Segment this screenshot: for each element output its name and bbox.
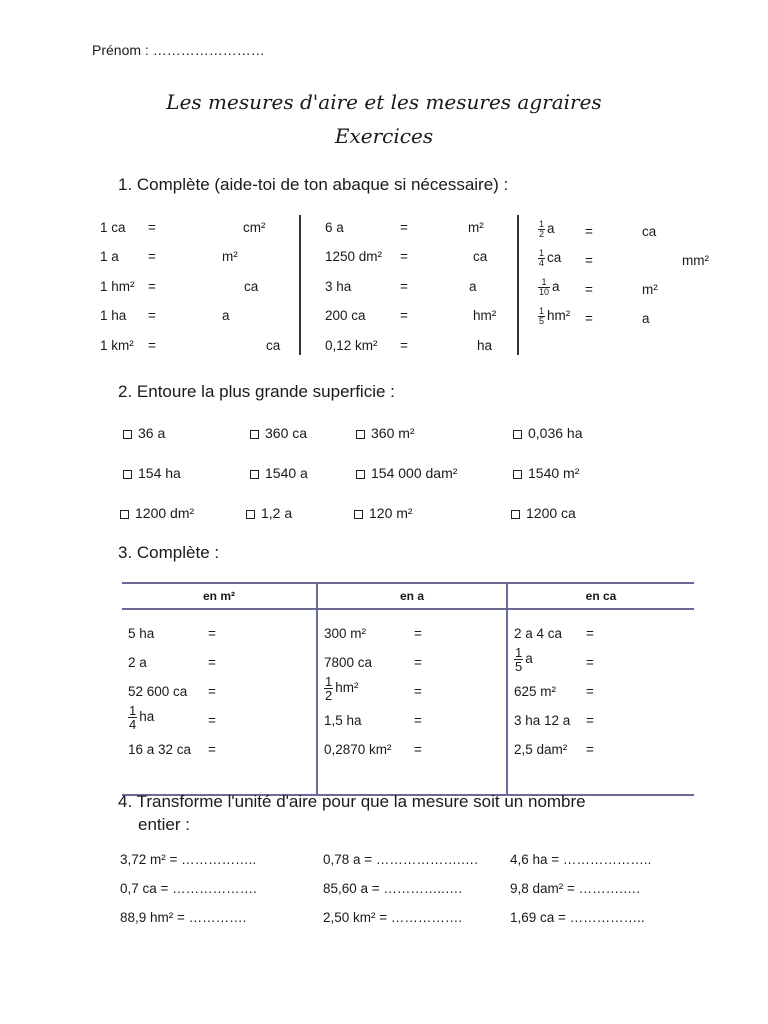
equals-sign: = [586, 655, 594, 670]
option-checkbox[interactable] [250, 425, 307, 441]
table-row [508, 645, 694, 678]
option-label: 120 m² [369, 505, 413, 521]
fraction-numerator: 1 [539, 248, 545, 258]
option-label: 0,036 ha [528, 425, 583, 441]
option-label: 1540 a [265, 465, 308, 481]
option-checkbox[interactable] [120, 505, 194, 521]
equals-sign: = [208, 713, 216, 728]
table-row [122, 678, 316, 707]
option-label: 154 ha [138, 465, 181, 481]
option-checkbox[interactable] [123, 465, 181, 481]
unit-label: ha [139, 709, 155, 725]
expression-left: 0,12 km² [325, 338, 378, 353]
target-unit: m² [642, 282, 658, 297]
answer-item: 0,78 a = ……………….…. [323, 852, 478, 867]
checkbox-icon [354, 510, 363, 519]
equals-sign: = [208, 684, 216, 699]
fraction-denominator: 2 [539, 229, 545, 239]
exercise-3-heading: 3. Complète : [118, 543, 220, 562]
equals-sign: = [208, 655, 216, 670]
equals-sign: = [148, 308, 156, 323]
equals-sign: = [586, 684, 594, 699]
table-header: en m² [122, 583, 317, 609]
fraction [538, 220, 545, 239]
equals-sign: = [586, 713, 594, 728]
equals-sign: = [400, 308, 408, 323]
table-row [318, 736, 506, 765]
option-checkbox[interactable] [123, 425, 165, 441]
answer-item: 3,72 m² = …………….. [120, 852, 257, 867]
fraction-denominator: 4 [129, 717, 137, 732]
unit-label: hm² [335, 680, 359, 696]
row-label: 1,5 ha [324, 713, 362, 728]
option-checkbox[interactable] [513, 465, 579, 481]
row-label: 52 600 ca [128, 684, 188, 699]
row-label: 2 a [128, 655, 147, 670]
expression-left: 1 ha [100, 308, 127, 323]
unit-label: ca [547, 250, 562, 266]
unit-label: a [547, 221, 555, 237]
expression-left: 200 ca [325, 308, 366, 323]
equals-sign: = [586, 626, 594, 641]
answer-item: 85,60 a = …………..…. [323, 881, 463, 896]
option-checkbox[interactable] [511, 505, 576, 521]
table-header: en a [317, 583, 507, 609]
table-row [508, 620, 694, 649]
equals-sign: = [414, 626, 422, 641]
option-label: 1540 m² [528, 465, 580, 481]
table-column-body [508, 610, 694, 765]
table-row [508, 736, 694, 765]
exercise-2-heading: 2. Entoure la plus grande superficie : [118, 382, 395, 401]
target-unit: ca [266, 338, 281, 353]
row-label: 300 m² [324, 626, 367, 641]
target-unit: a [222, 308, 230, 323]
row-label: 3 ha 12 a [514, 713, 571, 728]
equals-sign: = [148, 279, 156, 294]
equals-sign: = [400, 279, 408, 294]
option-label: 154 000 dam² [371, 465, 458, 481]
option-checkbox[interactable] [513, 425, 583, 441]
target-unit: hm² [473, 308, 497, 323]
equals-sign: = [585, 311, 593, 326]
row-label: 16 a 32 ca [128, 742, 192, 757]
answer-item: 88,9 hm² = …………. [120, 910, 247, 925]
checkbox-icon [246, 510, 255, 519]
row-label [514, 646, 533, 673]
option-checkbox[interactable] [356, 465, 457, 481]
option-checkbox[interactable] [354, 505, 413, 521]
row-label: 7800 ca [324, 655, 373, 670]
checkbox-icon [250, 430, 259, 439]
equals-sign: = [585, 282, 593, 297]
equals-sign: = [208, 626, 216, 641]
target-unit: ca [642, 224, 657, 239]
equals-sign: = [400, 220, 408, 235]
answer-item: 1,69 ca = …………….. [510, 910, 645, 925]
row-label [324, 675, 358, 702]
table-row [318, 674, 506, 707]
answer-item: 0,7 ca = ………………. [120, 881, 257, 896]
option-label: 1,2 a [261, 505, 293, 521]
table-row [122, 703, 316, 736]
equals-sign: = [400, 249, 408, 264]
equals-sign: = [585, 253, 593, 268]
table-column [317, 609, 507, 795]
fraction-numerator: 1 [539, 306, 545, 316]
expression-left: 6 a [325, 220, 344, 235]
fraction [514, 646, 523, 673]
fraction-numerator: 1 [129, 703, 137, 718]
expression-left: 1 km² [100, 338, 134, 353]
option-checkbox[interactable] [250, 465, 308, 481]
target-unit: mm² [682, 253, 709, 268]
unit-label: a [525, 651, 533, 667]
answer-item: 9,8 dam² = ……….…. [510, 881, 641, 896]
exercise-4-heading-cont: entier : [138, 815, 190, 834]
fraction [324, 675, 333, 702]
equals-sign: = [414, 713, 422, 728]
unit-label: hm² [547, 308, 571, 324]
option-label: 1200 dm² [135, 505, 195, 521]
checkbox-icon [511, 510, 520, 519]
checkbox-icon [356, 470, 365, 479]
table-row [318, 649, 506, 678]
checkbox-icon [123, 470, 132, 479]
checkbox-icon [123, 430, 132, 439]
expression-left: 1 ca [100, 220, 126, 235]
column-divider [299, 215, 301, 355]
expression-left: 1 hm² [100, 279, 135, 294]
table-row [122, 649, 316, 678]
unit-label: a [552, 279, 560, 295]
target-unit: ca [244, 279, 259, 294]
equals-sign: = [148, 338, 156, 353]
checkbox-icon [513, 430, 522, 439]
expression-left: 1250 dm² [325, 249, 383, 264]
equals-sign: = [586, 742, 594, 757]
equals-sign: = [414, 742, 422, 757]
fraction [538, 249, 545, 268]
equals-sign: = [400, 338, 408, 353]
table-row [122, 736, 316, 765]
option-label: 360 m² [371, 425, 415, 441]
target-unit: m² [468, 220, 484, 235]
expression-left: 1 a [100, 249, 119, 264]
conversion-table [122, 582, 694, 796]
prenom-field: Prénom : …………………… [92, 42, 265, 58]
equals-sign: = [148, 249, 156, 264]
fraction-expression [538, 249, 561, 268]
checkbox-icon [356, 430, 365, 439]
table-header: en ca [507, 583, 694, 609]
fraction [538, 307, 545, 326]
row-label: 2 a 4 ca [514, 626, 563, 641]
row-label: 5 ha [128, 626, 155, 641]
fraction-numerator: 1 [515, 645, 523, 660]
table-row [318, 707, 506, 736]
fraction-numerator: 1 [539, 219, 545, 229]
fraction-denominator: 4 [539, 258, 545, 268]
table-row [122, 620, 316, 649]
equals-sign: = [208, 742, 216, 757]
fraction-denominator: 2 [325, 688, 333, 703]
target-unit: ca [473, 249, 488, 264]
row-label: 0,2870 km² [324, 742, 392, 757]
table-row [508, 707, 694, 736]
fraction [538, 278, 550, 297]
checkbox-icon [250, 470, 259, 479]
table-column [122, 609, 317, 795]
column-divider [517, 215, 519, 355]
table-column [507, 609, 694, 795]
target-unit: m² [222, 249, 238, 264]
target-unit: a [469, 279, 477, 294]
expression-left: 3 ha [325, 279, 352, 294]
fraction [128, 704, 137, 731]
fraction-expression [538, 307, 570, 326]
option-checkbox[interactable] [246, 505, 292, 521]
answer-item: 2,50 km² = ……………. [323, 910, 463, 925]
table-row [318, 620, 506, 649]
fraction-expression [538, 220, 555, 239]
checkbox-icon [513, 470, 522, 479]
page-title: Les mesures d'aire et les mesures agraires [166, 90, 602, 114]
fraction-numerator: 1 [325, 674, 333, 689]
target-unit: ha [477, 338, 493, 353]
fraction-denominator: 10 [539, 287, 550, 297]
equals-sign: = [585, 224, 593, 239]
answer-item: 4,6 ha = ……………….. [510, 852, 652, 867]
target-unit: cm² [243, 220, 266, 235]
exercise-1-heading: 1. Complète (aide-toi de ton abaque si nécessaire) : [118, 175, 509, 194]
fraction-numerator: 1 [538, 278, 550, 288]
target-unit: a [642, 311, 650, 326]
option-label: 1200 ca [526, 505, 576, 521]
page-subtitle: Exercices [334, 124, 434, 148]
row-label: 625 m² [514, 684, 557, 699]
equals-sign: = [414, 684, 422, 699]
fraction-expression [538, 278, 560, 297]
option-label: 36 a [138, 425, 166, 441]
table-column-body [318, 610, 506, 765]
fraction-denominator: 5 [515, 659, 523, 674]
row-label: 2,5 dam² [514, 742, 568, 757]
table-row [508, 678, 694, 707]
row-label [128, 704, 154, 731]
equals-sign: = [414, 655, 422, 670]
checkbox-icon [120, 510, 129, 519]
exercise-4-heading: 4. Transforme l'unité d'aire pour que la mesure soit un nombre [118, 792, 586, 811]
equals-sign: = [148, 220, 156, 235]
option-checkbox[interactable] [356, 425, 415, 441]
table-column-body [122, 610, 316, 765]
option-label: 360 ca [265, 425, 308, 441]
fraction-denominator: 5 [539, 316, 545, 326]
